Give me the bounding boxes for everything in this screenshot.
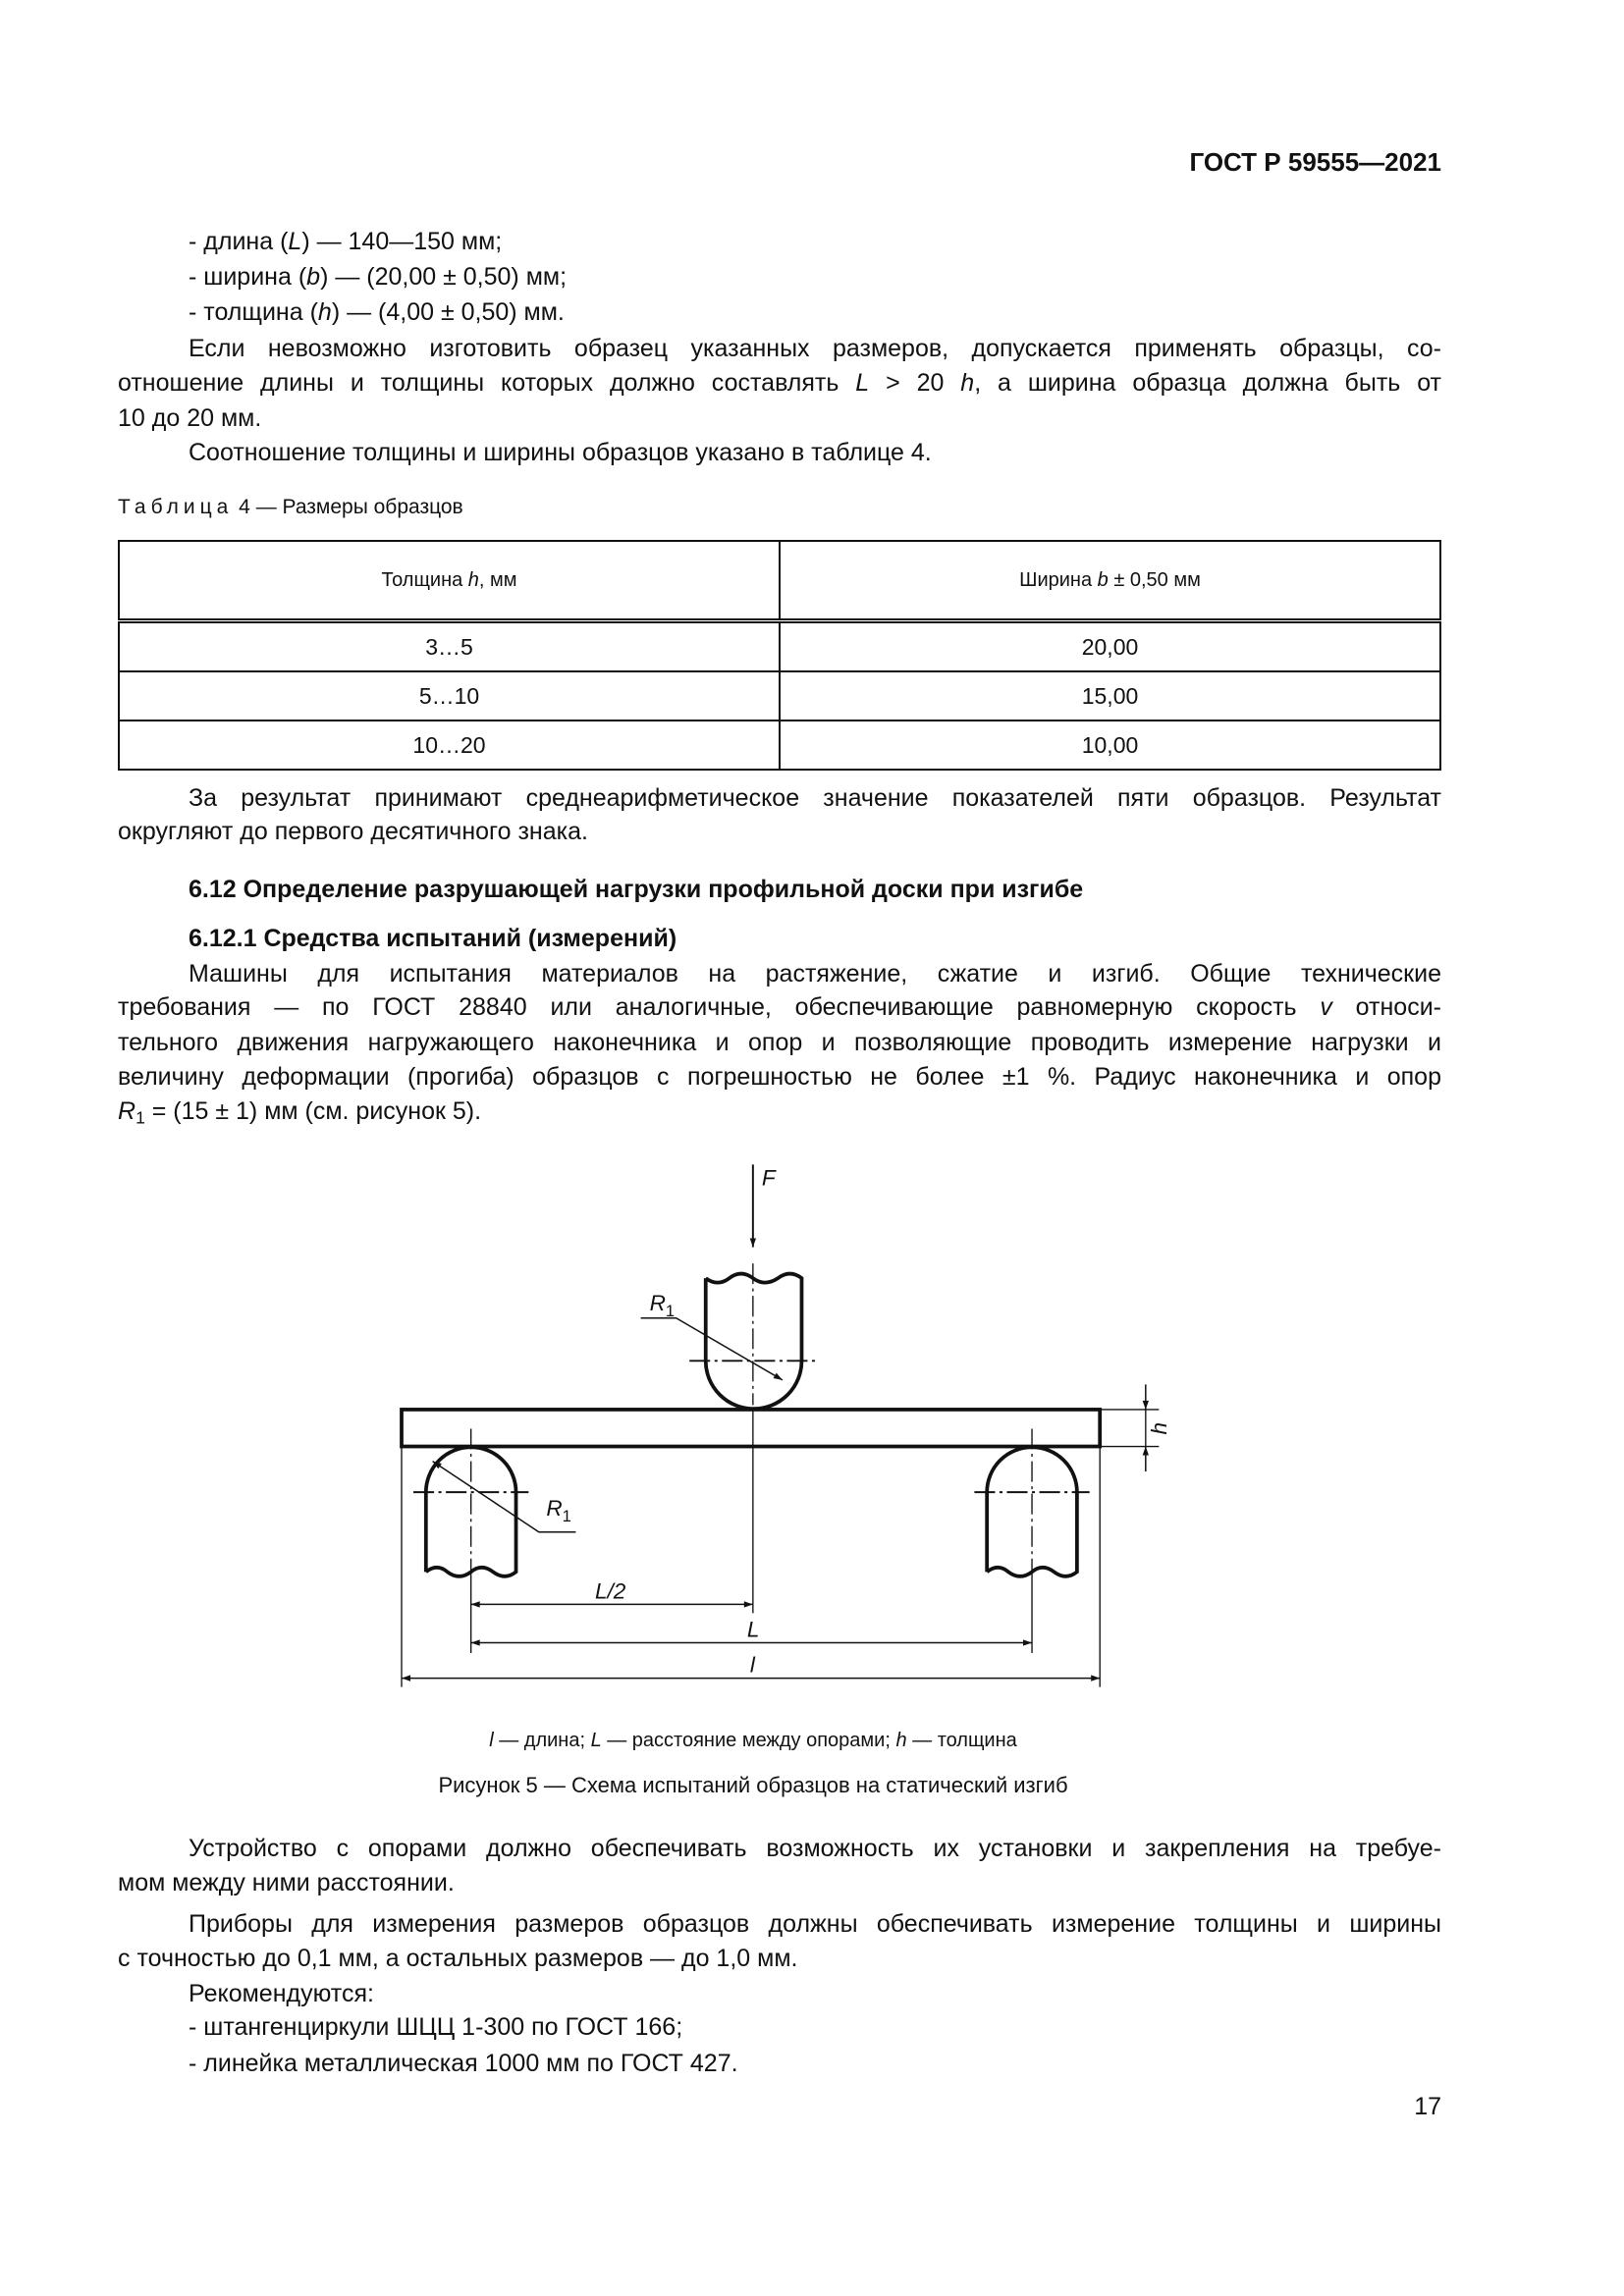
paragraph-line: Приборы для измерения размеров образцов должны обеспечивать измерение толщины и ширины [189,1910,1441,1938]
right-support [987,1447,1077,1576]
text: относи- [1331,993,1441,1021]
column-header: Толщина h, мм [119,541,780,621]
table-cell: 15,00 [780,671,1440,721]
paragraph-line: тельного движения нагружающего наконечника и опор и позволяющие проводить измерение нагрузки и [118,1029,1441,1056]
radius-leader [641,1318,783,1380]
variable: L [288,228,302,255]
text: = (15 ± 1) мм (см. рисунок 5). [144,1097,482,1125]
variable: h [317,298,332,326]
subsection-heading: 6.12.1 Средства испытаний (измерений) [189,925,677,952]
text: - толщина ( [189,298,318,326]
paragraph-line: мом между ними расстоянии. [118,1869,455,1896]
subscript: 1 [135,1107,145,1128]
radius-leader [433,1462,576,1532]
sample-sizes-table [118,540,1441,771]
list-item [189,295,565,329]
paragraph: Рекомендуются: [189,1980,374,2007]
paragraph-line: 10 до 20 мм. [118,404,262,432]
table-row [119,671,1440,721]
table-row [119,721,1440,770]
paragraph-line: За результат принимают среднеарифметическое значение показателей пяти образцов. Результат [189,784,1441,812]
force-label: F [761,1165,776,1191]
column-header: Ширина b ± 0,50 мм [780,541,1440,621]
text: - длина ( [189,228,289,255]
list-item [189,260,567,294]
table-cell: 3…5 [119,621,780,672]
table-header-row [119,541,1440,621]
variable: L [855,369,870,397]
table-row [119,621,1440,672]
variable: h [960,369,975,397]
paragraph-line [118,990,1441,1024]
variable: v [1320,993,1332,1021]
text: ) — (4,00 ± 0,50) мм. [331,298,565,326]
paragraph-line: округляют до первого десятичного знака. [118,818,588,845]
paragraph-line [118,366,1441,400]
text: > 20 [869,369,961,397]
thickness-label: h [1146,1421,1171,1435]
paragraph-line [118,1095,481,1134]
text: , а ширина образца должна быть от [974,369,1441,397]
variable: b [306,263,321,291]
radius-label: $R_1$ [546,1496,571,1526]
text: - ширина ( [189,263,307,291]
length-label: l [749,1652,755,1678]
variable: R [118,1097,136,1125]
text: ) — 140—150 мм; [301,228,503,255]
table-cell: 10,00 [780,721,1440,770]
left-support [426,1447,516,1576]
table-cell: 10…20 [119,721,780,770]
radius-label: $R_1$ [649,1291,676,1321]
figure-caption: Рисунок 5 — Схема испытаний образцов на статический изгиб [438,1773,1068,1797]
paragraph-line: Если невозможно изготовить образец указанных размеров, допускается применять образцы, со- [189,335,1441,362]
text: требования — по ГОСТ 28840 или аналогичные, обеспечивающие равномерную скорость [118,993,1321,1021]
list-item: - линейка металлическая 1000 мм по ГОСТ 427. [189,2050,738,2077]
list-item [189,225,502,258]
text: ) — (20,00 ± 0,50) мм; [320,263,568,291]
text: отношение длины и толщины которых должно составлять [118,369,856,397]
caption-label: Таблица [118,496,234,518]
figure-legend: l — длина; L — расстояние между опорами; h — толщина [489,1730,1017,1751]
table-cell: 5…10 [119,671,780,721]
section-heading: 6.12 Определение разрушающей нагрузки профильной доски при изгибе [189,876,1084,903]
table-caption [118,496,463,519]
span-label: L [746,1617,760,1642]
page-number: 17 [1414,2093,1441,2120]
paragraph-line: Машины для испытания материалов на растяжение, сжатие и изгиб. Общие технические [189,960,1441,988]
caption-text: 4 — Размеры образцов [233,496,463,518]
paragraph-line: Устройство с опорами должно обеспечивать возможность их установки и закрепления на требуе- [189,1835,1441,1862]
paragraph-line: величину деформации (прогиба) образцов с погрешностью не более ±1 %. Радиус наконечника и опор [118,1063,1441,1091]
specimen-beam [402,1410,1100,1447]
loading-nose [706,1274,802,1410]
half-span-label: L/2 [594,1578,626,1604]
document-header: ГОСТ Р 59555—2021 [1189,147,1441,177]
paragraph-line: с точностью до 0,1 мм, а остальных размеров — до 1,0 мм. [118,1945,798,1972]
paragraph: Соотношение толщины и ширины образцов указано в таблице 4. [189,439,932,466]
table-cell: 20,00 [780,621,1440,672]
list-item: - штангенциркули ШЦЦ 1-300 по ГОСТ 166; [189,2013,683,2041]
